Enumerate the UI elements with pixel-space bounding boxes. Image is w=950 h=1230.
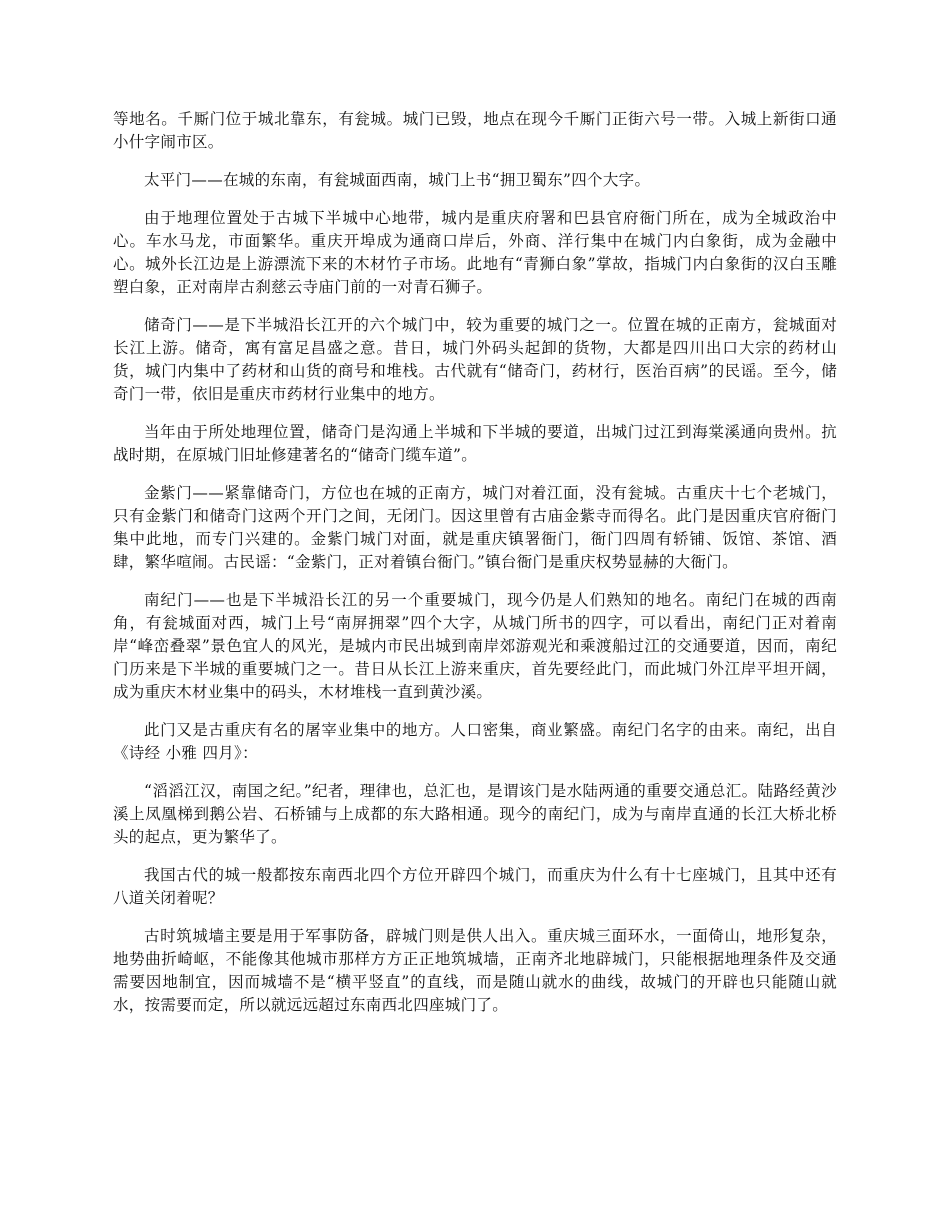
paragraph-taipingmen: 太平门——在城的东南，有瓮城面西南，城门上书“拥卫蜀东”四个大字。: [144, 171, 651, 189]
paragraph-taipingmen-center: 由于地理位置处于古城下半城中心地带，城内是重庆府署和巴县官府衙门所在，成为全城政治中心。车水马龙，市面繁华。重庆开埠成为通商口岸后，外商、洋行集中在城门内白象街，成为金融中心。城外长江边是上游漂流下来的木材竹子市场。此地有“青狮白象”掌故，指城门内白象街的汉白玉雕塑白象，正对南岸古刹慈云寺庙门前的一对青石狮子。: [113, 209, 837, 296]
paragraph-seventeen-gates-question: 我国古代的城一般都按东南西北四个方位开辟四个城门，而重庆为什么有十七座城门，且其中还有八道关闭着呢？: [113, 866, 837, 907]
paragraph-city-wall-explanation: 古时筑城墙主要是用于军事防备，辟城门则是供人出入。重庆城三面环水，一面倚山，地形复杂，地势曲折崎岖，不能像其他城市那样方方正正地筑城墙，正南齐北地辟城门，只能根据地理条件及交通需要因地制宜，因而城墙不是“横平竖直”的直线，而是随山就水的曲线，故城门的开辟也只能随山就水，按需要而定，所以就远远超过东南西北四座城门了。: [113, 927, 837, 1014]
paragraph-nanjimen-quote: “滔滔江汉，南国之纪。”纪者，理律也，总汇也，是谓该门是水陆两通的重要交通总汇。陆路经黄沙溪上凤凰梯到鹅公岩、石桥铺与上成都的东大路相通。现今的南纪门，成为与南岸直通的长江大桥北桥头的起点，更为繁华了。: [113, 782, 837, 846]
paragraph-chuqimen: 储奇门——是下半城沿长江开的六个城门中，较为重要的城门之一。位置在城的正南方，瓮城面对长江上游。储奇，寓有富足昌盛之意。昔日，城门外码头起卸的货物，大都是四川出口大宗的药材山货，城门内集中了药材和山货的商号和堆栈。古代就有“储奇门，药材行，医治百病”的民谣。至今，储奇门一带，依旧是重庆市药材行业集中的地方。: [113, 316, 837, 403]
paragraph-nanjimen: 南纪门——也是下半城沿长江的另一个重要城门，现今仍是人们熟知的地名。南纪门在城的西南角，有瓮城面对西，城门上号“南屏拥翠”四个大字，从城门所书的四字，可以看出，南纪门正对着南岸“峰峦叠翠”景色宜人的风光，是城内市民出城到南岸郊游观光和乘渡船过江的交通要道，因而，南纪门历来是下半城的重要城门之一。昔日从长江上游来重庆，首先要经此门，而此城门外江岸平坦开阔，成为重庆木材业集中的码头，木材堆栈一直到黄沙溪。: [113, 591, 837, 701]
paragraph-chuqimen-road: 当年由于所处地理位置，储奇门是沟通上半城和下半城的要道，出城门过江到海棠溪通向贵州。抗战时期，在原城门旧址修建著名的“储奇门缆车道”。: [113, 423, 837, 464]
document-page: [113, 108, 837, 1032]
paragraph-qiansimen-continued: 等地名。千厮门位于城北靠东，有瓮城。城门已毁，地点在现今千厮门正街六号一带。入城上新街口通小什字闹市区。: [113, 110, 837, 151]
paragraph-nanjimen-origin: 此门又是古重庆有名的屠宰业集中的地方。人口密集，商业繁盛。南纪门名字的由来。南纪，出自《诗经 小雅 四月》：: [113, 721, 837, 762]
paragraph-jinzimen: 金紫门——紧靠储奇门，方位也在城的正南方，城门对着江面，没有瓮城。古重庆十七个老城门，只有金紫门和储奇门这两个开门之间，无闭门。因这里曾有古庙金紫寺而得名。此门是因重庆官府衙门集中此地，而专门兴建的。金紫门城门对面，就是重庆镇署衙门，衙门四周有轿铺、饭馆、茶馆、酒肆，繁华喧闹。古民谣：“金紫门，正对着镇台衙门。”镇台衙门是重庆权势显赫的大衙门。: [113, 484, 837, 571]
